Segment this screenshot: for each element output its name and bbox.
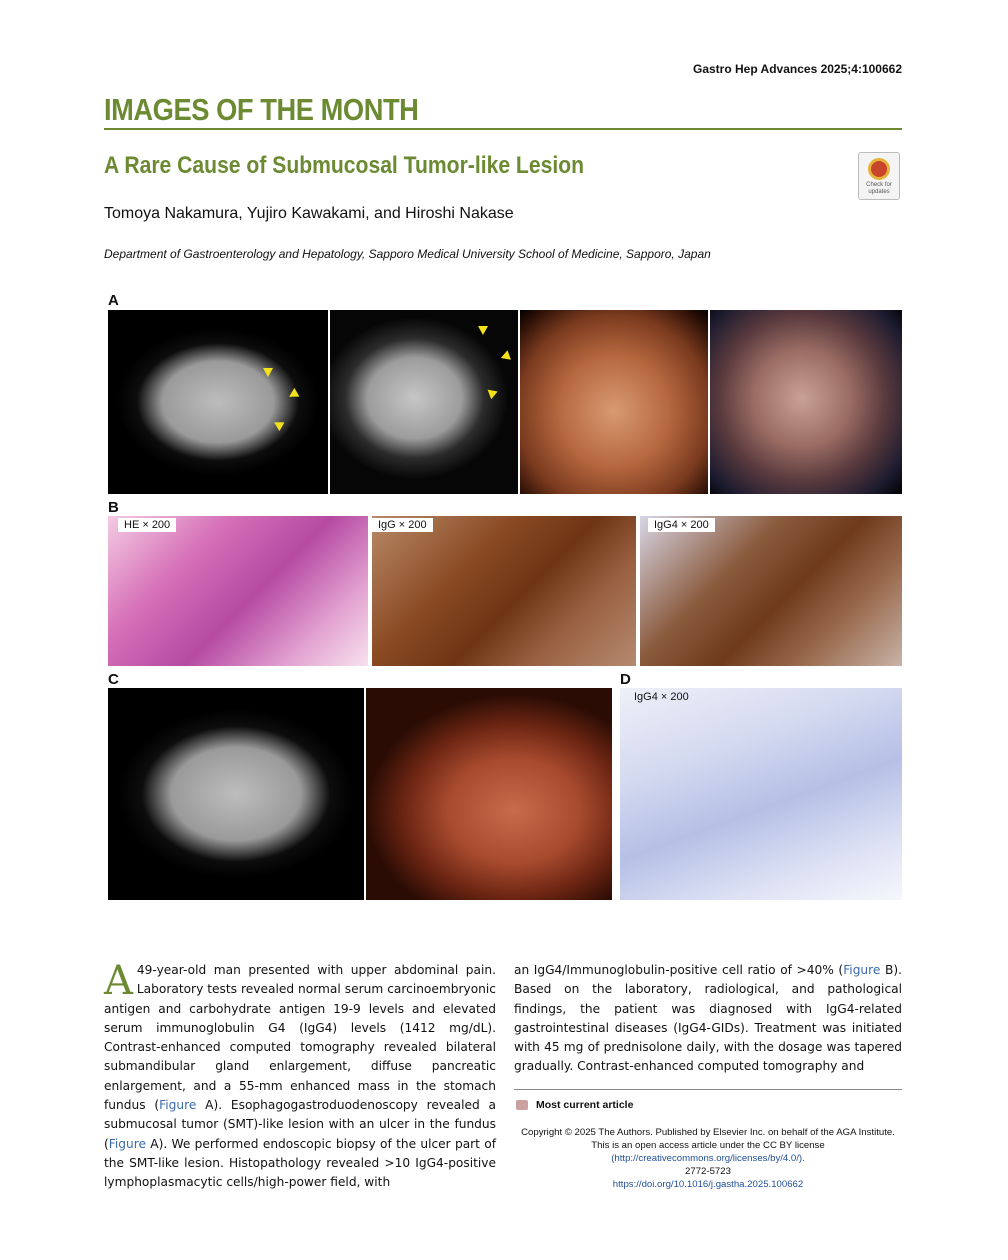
author-list: Tomoya Nakamura, Yujiro Kawakami, and Hiroshi Nakase [104, 205, 514, 222]
affiliation: Department of Gastroenterology and Hepatology, Sapporo Medical University School of Medicine, Sapporo, Japan [104, 247, 711, 261]
body-column-right [514, 961, 902, 1077]
figure [104, 292, 902, 900]
issn: 2772-5723 [685, 1166, 731, 1177]
arrowhead-icon [263, 368, 273, 377]
copyright-text: Copyright © 2025 The Authors. Published by Elsevier Inc. on behalf of the AGA Institute. This is an open access article under the CC BY license [521, 1127, 895, 1151]
ct-coronal-image [330, 310, 518, 494]
current-article-label: Most current article [536, 1099, 634, 1111]
drop-cap: A [104, 958, 133, 1004]
igg-magnification-label: IgG × 200 [372, 518, 433, 532]
body-text: A). Esophagogastroduodenoscopy revealed a submucosal tumor (SMT)-like lesion with an ulcer in the fundus ( [104, 1098, 497, 1151]
body-text: A). We performed endoscopic biopsy of the ulcer part of the SMT-like lesion. Histopathology revealed >10 IgG4-positive lymphoplasmacytic cells/high-power field, with [104, 1136, 496, 1190]
article-icon [516, 1100, 528, 1110]
body-text: B). Based on the laboratory, radiological, and pathological findings, the patient was diagnosed with IgG4-related gastrointestinal diseases (IgG4-GIDs). Treatment was initiated with 45 mg of prednisolone daily, with the dosage was tapered gradually. Contrast-enhanced computed tomography and [514, 963, 902, 1074]
check-for-updates-badge[interactable] [858, 152, 900, 200]
arrowhead-icon [484, 386, 497, 399]
copyright-block [514, 1126, 902, 1191]
followup-ct-image [108, 688, 364, 900]
figure-link[interactable]: Figure [843, 963, 881, 977]
panel-label-a: A [108, 292, 119, 309]
footer-divider [514, 1089, 902, 1090]
he-stain-image [108, 516, 368, 666]
he-magnification-label: HE × 200 [118, 518, 176, 532]
followup-igg4-magnification-label: IgG4 × 200 [634, 691, 689, 703]
current-article-note [516, 1099, 633, 1111]
body-column-left [104, 958, 497, 1193]
arrowhead-icon [272, 418, 285, 431]
license-link[interactable]: (http://creativecommons.org/licenses/by/4.0/). [611, 1153, 805, 1164]
panel-label-d: D [620, 671, 631, 688]
ct-axial-image [108, 310, 328, 494]
followup-igg4-stain-image [620, 688, 902, 900]
panel-label-c: C [108, 671, 119, 688]
endoscopy-indigo-image [710, 310, 902, 494]
figure-link[interactable]: Figure [108, 1136, 146, 1151]
article-title: A Rare Cause of Submucosal Tumor-like Lesion [104, 152, 584, 179]
followup-endoscopy-image [366, 688, 612, 900]
doi-link[interactable]: https://doi.org/10.1016/j.gastha.2025.100662 [612, 1179, 804, 1190]
panel-label-b: B [108, 499, 119, 516]
igg4-magnification-label: IgG4 × 200 [648, 518, 715, 532]
section-title: IMAGES OF THE MONTH [104, 92, 419, 127]
arrowhead-icon [499, 350, 511, 362]
check-for-updates-label: Check for updates [866, 182, 892, 195]
check-for-updates-icon [868, 158, 890, 180]
body-text: an IgG4/Immunoglobulin-positive cell ratio of >40% ( [514, 963, 844, 977]
journal-reference: Gastro Hep Advances 2025;4:100662 [692, 62, 902, 76]
igg-stain-image [372, 516, 636, 666]
body-text: 49-year-old man presented with upper abdominal pain. Laboratory tests revealed normal serum carcinoembryonic antigen and carbohydrate antigen 19-9 levels and elevated serum immunoglobulin G4 (IgG4) levels (1412 mg/dL). Contrast-enhanced computed tomography revealed bilateral submandibular gland enlargement, diffuse pancreatic enlargement, and a 55-mm enhanced mass in the stomach fundus ( [104, 963, 496, 1113]
igg4-stain-image [640, 516, 902, 666]
arrowhead-icon [478, 326, 488, 335]
figure-link[interactable]: Figure [159, 1098, 197, 1113]
arrowhead-icon [287, 388, 300, 401]
endoscopy-image [520, 310, 708, 494]
title-divider [104, 128, 902, 130]
